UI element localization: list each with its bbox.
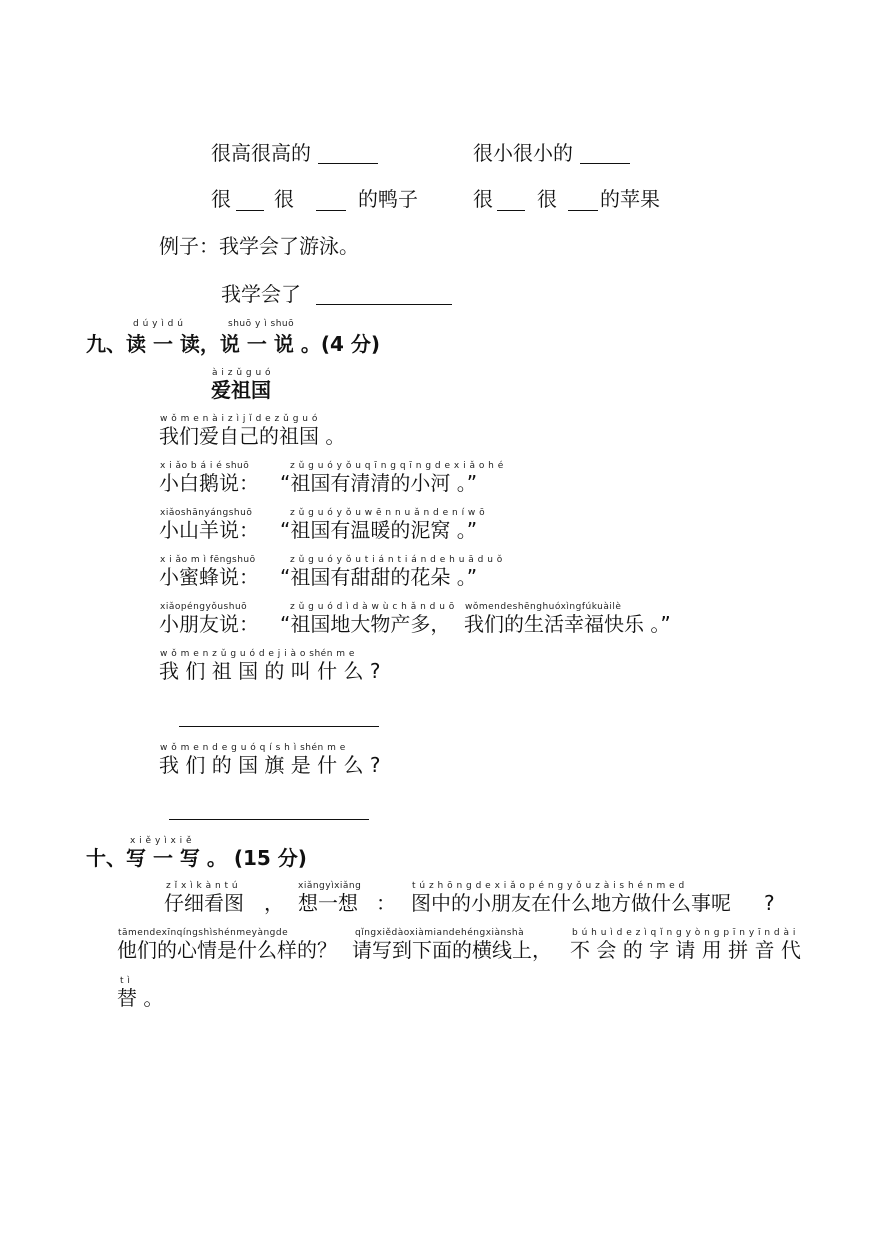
pinyin: à i z ǔ g u ó — [212, 368, 272, 378]
fill-row2-b1: 很 — [473, 187, 493, 211]
pinyin: w ǒ m e n z ǔ g u ó d e j i à o shén m e — [160, 649, 355, 659]
pinyin: w ǒ m e n à i z ì j ǐ d e z ǔ g u ó — [160, 414, 318, 424]
instruction-text: 不 会 的 字 请 用 拼 音 代 — [570, 938, 801, 962]
quote: 我们的生活幸福快乐 。” — [464, 612, 671, 636]
fill-row2-b3: 的苹果 — [600, 187, 660, 211]
example-sentence: 例子：我学会了游泳。 — [159, 234, 359, 258]
pinyin: z ǔ g u ó d ì d à w ù c h ǎ n d u ō — [290, 602, 455, 612]
poem-title: 爱祖国 — [211, 378, 271, 402]
learn-prompt: 我学会了 — [221, 282, 301, 306]
blank-line — [236, 210, 264, 211]
fill-row2-a1: 很 — [211, 187, 231, 211]
speaker: 小朋友说： — [159, 612, 259, 636]
pinyin: t ú z h ō n g d e x i ǎ o p é n g y ǒ u z à i s h é n m e d — [412, 881, 685, 891]
instruction-text: 请写到下面的横线上， — [352, 938, 552, 962]
pinyin: x i ǎo m ì fēngshuō — [160, 555, 256, 565]
pinyin: z ǔ g u ó y ǒ u w ē n n u ǎ n d e n í w ō — [290, 508, 486, 518]
pinyin: wǒmendeshēnghuóxìngfúkuàilè — [465, 602, 622, 612]
pinyin: z ǔ g u ó y ǒ u q ī n g q ī n g d e x i ǎ o h é — [290, 461, 504, 471]
answer-line — [179, 726, 379, 727]
poem-line: 我们爱自己的祖国 。 — [159, 424, 346, 448]
instruction-text: 替 。 — [117, 986, 164, 1010]
instruction-text: ? — [764, 891, 775, 915]
pinyin: b ú h u ì d e z ì q ǐ n g y ò n g p ī n y ī n d à i — [572, 928, 796, 938]
pinyin: z ǔ g u ó y ǒ u t i á n t i á n d e h u ā d u ǒ — [290, 555, 503, 565]
blank-line — [497, 210, 525, 211]
question-1: 我 们 祖 国 的 叫 什 么 ? — [159, 659, 381, 683]
pinyin: w ǒ m e n d e g u ó q í s h ì shén m e — [160, 743, 346, 753]
pinyin: xiǎopéngyǒushuō — [160, 602, 248, 612]
section-10-heading: 十、写 一 写 。 (15 分) — [86, 846, 307, 870]
quote: “祖国有甜甜的花朵 。” — [280, 565, 478, 589]
pinyin: z ǐ x ì k à n t ú — [166, 881, 239, 891]
quote: “祖国地大物产多， — [280, 612, 451, 636]
speaker: 小山羊说： — [159, 518, 259, 542]
pinyin: shuō y ì shuō — [228, 319, 295, 329]
pinyin: xiǎoshānyángshuō — [160, 508, 253, 518]
section-9-heading: 九、读 一 读，说 一 说 。(4 分) — [86, 332, 380, 356]
blank-line — [580, 163, 630, 164]
instruction-text: 仔细看图 — [164, 891, 244, 915]
instruction-text: 想一想 — [298, 891, 358, 915]
instruction-text: 图中的小朋友在什么地方做什么事呢 — [411, 891, 731, 915]
speaker: 小蜜蜂说： — [159, 565, 259, 589]
question-2: 我 们 的 国 旗 是 什 么 ? — [159, 753, 381, 777]
blank-line — [318, 163, 378, 164]
instruction-text: 他们的心情是什么样的？ — [117, 938, 337, 962]
fill-row1-a: 很高很高的 — [211, 141, 311, 165]
answer-line — [169, 819, 369, 820]
quote: “祖国有温暖的泥窝 。” — [280, 518, 478, 542]
instruction-text: ： — [376, 891, 396, 915]
quote: “祖国有清清的小河 。” — [280, 471, 478, 495]
pinyin: qǐngxiědàoxiàmiandehéngxiànshà — [355, 928, 525, 938]
blank-line — [568, 210, 598, 211]
fill-row1-b: 很小很小的 — [473, 141, 573, 165]
blank-line — [316, 210, 346, 211]
pinyin: x i ě y ì x i ě — [130, 836, 193, 846]
instruction-text: ， — [264, 891, 284, 915]
pinyin: t ì — [120, 976, 131, 986]
fill-row2-b2: 很 — [537, 187, 557, 211]
speaker: 小白鹅说： — [159, 471, 259, 495]
fill-row2-a3: 的鸭子 — [358, 187, 418, 211]
fill-row2-a2: 很 — [274, 187, 294, 211]
pinyin: tāmendexīnqíngshìshénmeyàngde — [118, 928, 289, 938]
pinyin: d ú y ì d ú — [133, 319, 184, 329]
answer-line — [316, 304, 452, 305]
pinyin: xiǎngyìxiǎng — [298, 881, 362, 891]
pinyin: x i ǎo b á i é shuō — [160, 461, 250, 471]
